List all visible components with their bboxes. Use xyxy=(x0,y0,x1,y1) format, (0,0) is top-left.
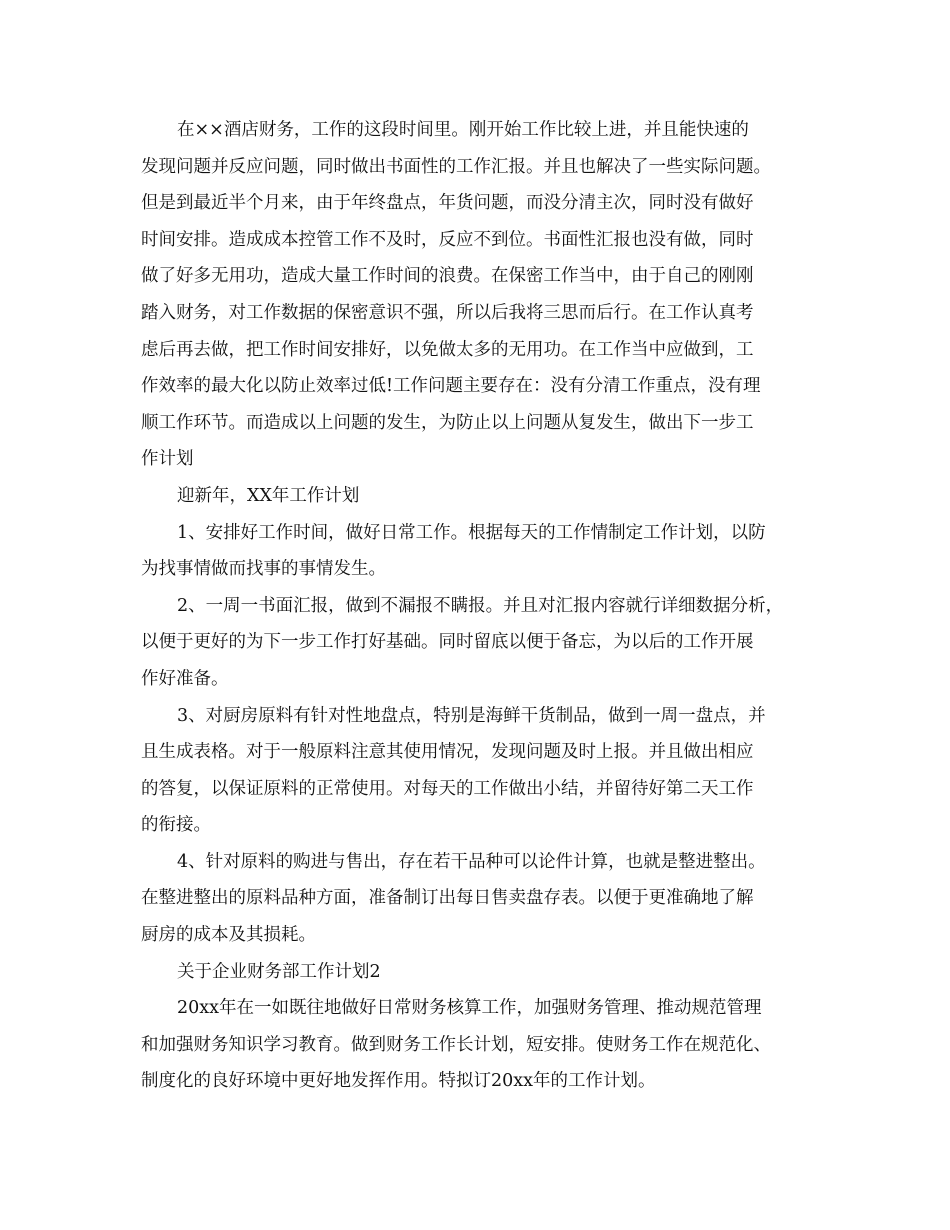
text-line: 在整进整出的原料品种方面，准备制订出每日售卖盘存表。以便于更准确地了解 xyxy=(141,888,754,909)
heading-line: 迎新年，XX年工作计划 xyxy=(177,485,360,506)
text-line: 顺工作环节。而造成以上问题的发生，为防止以上问题从复发生，做出下一步工 xyxy=(141,412,754,433)
text-line: 虑后再去做，把工作时间安排好，以免做太多的无用功。在工作当中应做到，工 xyxy=(141,339,754,360)
text-line: 时间安排。造成成本控管工作不及时，反应不到位。书面性汇报也没有做，同时 xyxy=(141,229,754,250)
text-line: 的答复，以保证原料的正常使用。对每天的工作做出小结，并留待好第二天工作 xyxy=(141,778,754,799)
text-line: 和加强财务知识学习教育。做到财务工作长计划，短安排。使财务工作在规范化、 xyxy=(141,1034,771,1055)
text-line: 作效率的最大化以防止效率过低!工作问题主要存在：没有分清工作重点，没有理 xyxy=(141,376,761,397)
text-line: 2、一周一书面汇报，做到不漏报不瞒报。并且对汇报内容就行详细数据分析， xyxy=(177,595,784,616)
text-line: 作计划 xyxy=(141,449,194,470)
text-line: 1、安排好工作时间，做好日常工作。根据每天的工作情制定工作计划，以防 xyxy=(177,522,766,543)
paragraph-intro xyxy=(141,112,811,478)
text-line: 3、对厨房原料有针对性地盘点，特别是海鲜干货制品，做到一周一盘点，并 xyxy=(177,705,766,726)
plan-item-2 xyxy=(141,588,811,698)
text-line: 作好准备。 xyxy=(141,668,229,689)
section-heading-finance-plan-2 xyxy=(141,954,811,991)
text-line: 厨房的成本及其损耗。 xyxy=(141,925,316,946)
text-line: 踏入财务，对工作数据的保密意识不强，所以后我将三思而后行。在工作认真考 xyxy=(141,302,754,323)
plan-item-3 xyxy=(141,698,811,844)
text-line: 发现问题并反应问题，同时做出书面性的工作汇报。并且也解决了一些实际问题。 xyxy=(141,156,771,177)
text-line: 且生成表格。对于一般原料注意其使用情况，发现问题及时上报。并且做出相应 xyxy=(141,742,754,763)
text-line: 在××酒店财务，工作的这段时间里。刚开始工作比较上进，并且能快速的 xyxy=(177,120,749,140)
text-line: 但是到最近半个月来，由于年终盘点，年货问题，而没分清主次，同时没有做好 xyxy=(141,193,754,214)
text-line: 20xx年在一如既往地做好日常财务核算工作，加强财务管理、推动规范管理 xyxy=(177,998,762,1019)
text-line: 4、针对原料的购进与售出，存在若干品种可以论件计算，也就是整进整出。 xyxy=(177,851,766,872)
paragraph-finance-plan xyxy=(141,990,811,1100)
plan-item-4 xyxy=(141,844,811,954)
text-line: 以便于更好的为下一步工作打好基础。同时留底以便于备忘，为以后的工作开展 xyxy=(141,632,754,653)
text-line: 制度化的良好环境中更好地发挥作用。特拟订20xx年的工作计划。 xyxy=(141,1071,656,1092)
document-body xyxy=(141,112,811,1100)
plan-item-1 xyxy=(141,515,811,588)
heading-line: 关于企业财务部工作计划2 xyxy=(177,961,381,982)
text-line: 为找事情做而找事的事情发生。 xyxy=(141,559,386,580)
text-line: 做了好多无用功，造成大量工作时间的浪费。在保密工作当中，由于自己的刚刚 xyxy=(141,266,754,287)
section-heading-new-year-plan xyxy=(141,478,811,515)
text-line: 的衔接。 xyxy=(141,815,211,836)
